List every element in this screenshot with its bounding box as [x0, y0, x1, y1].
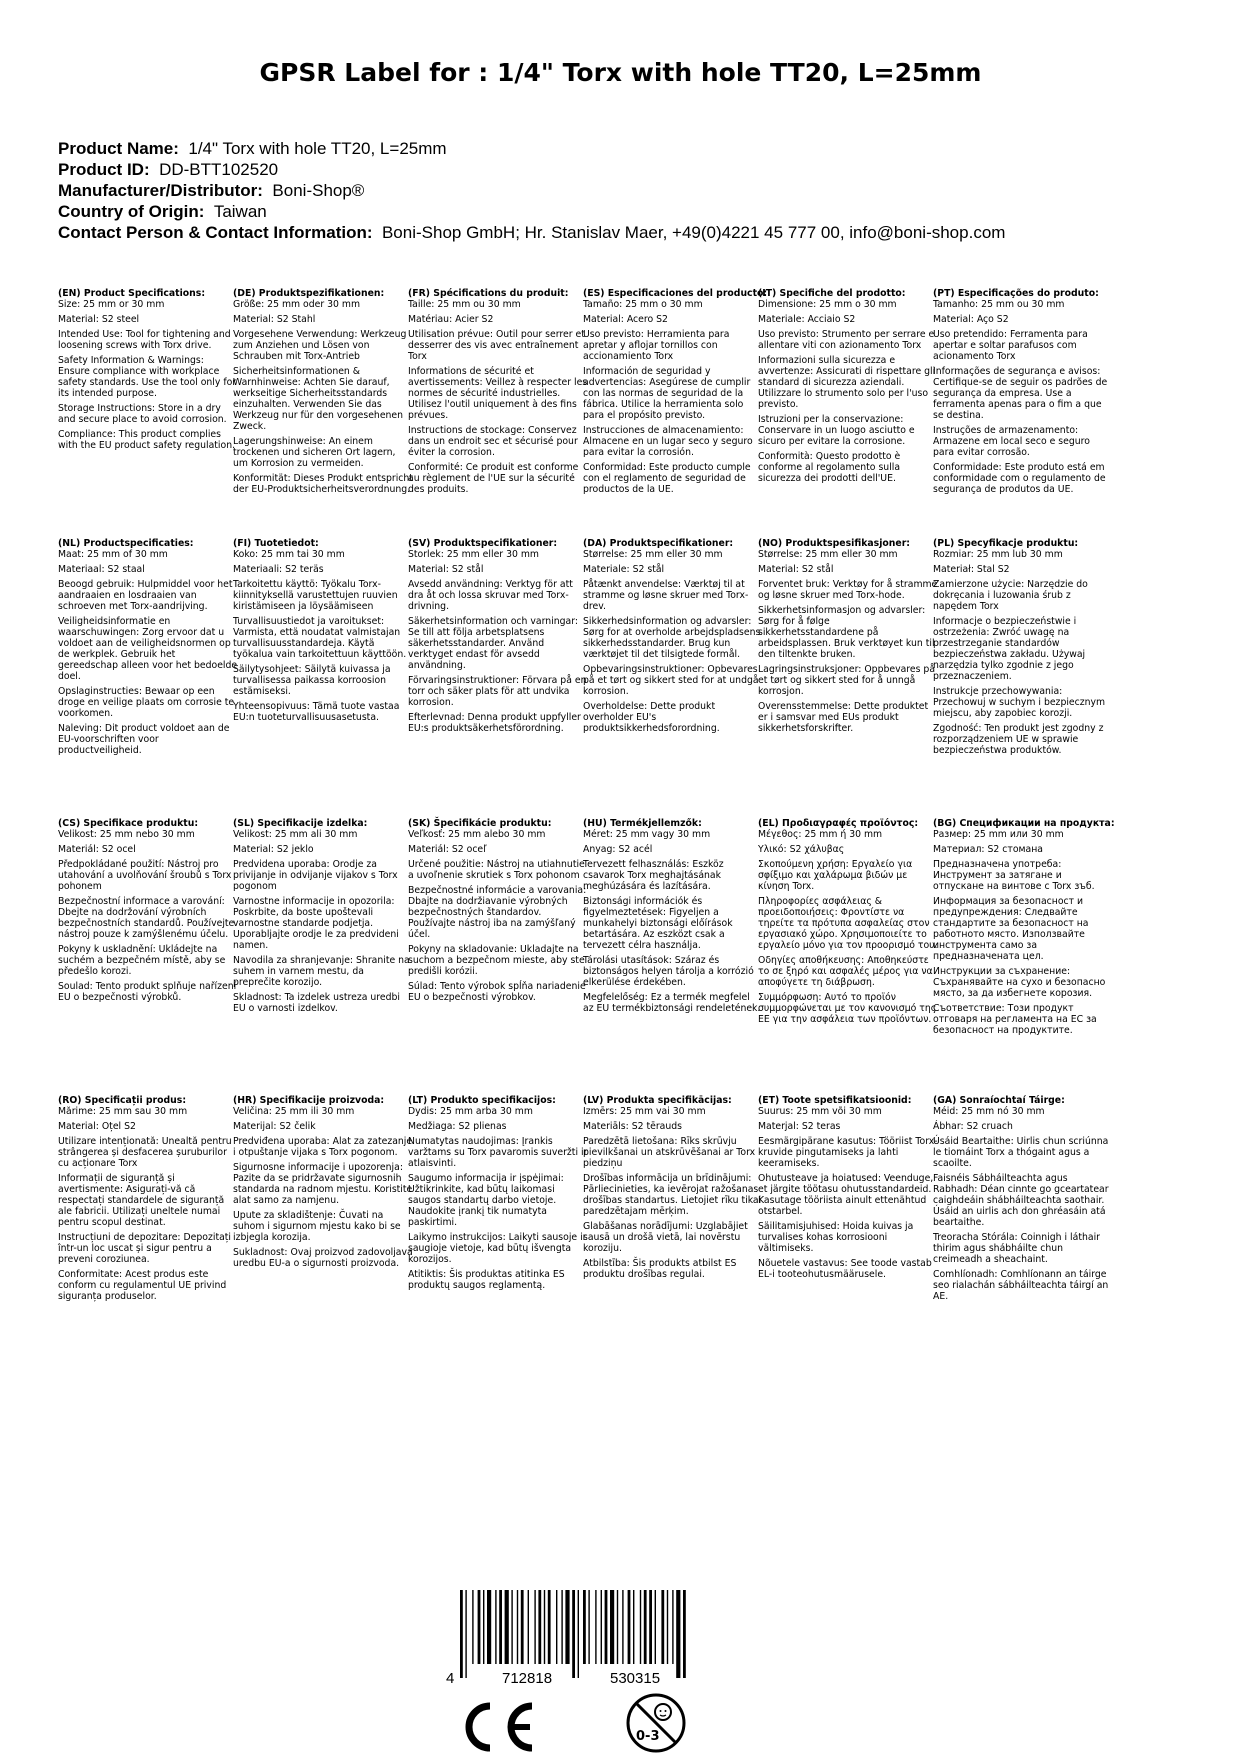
barcode-bar — [633, 1590, 634, 1664]
language-block — [583, 818, 763, 1018]
language-block-line: Saugumo informacija ir įspėjimai: Užtikrinkite, kad būtų laikomasi saugos standartų darbo vietoje. Naudokite įrankį tik numatyta paskirtimi. — [408, 1173, 564, 1228]
language-block-line: Opslaginstructies: Bewaar op een droge en veilige plaats om corrosie te voorkomen. — [58, 686, 235, 719]
language-block-line: Safety Information & Warnings: Ensure compliance with workplace safety standards. Use the tool only for its intended purpose. — [58, 355, 237, 399]
language-block — [408, 1095, 588, 1295]
language-block-header: (DA) Produktspecifikationer: — [583, 538, 734, 549]
language-block-header: (CS) Specifikace produktu: — [58, 818, 199, 829]
language-block-line: Pokyny k uskladnění: Ukládejte na suchém a bezpečném místě, aby se předešlo korozi. — [58, 944, 226, 977]
age-range-label: 0-3 — [636, 1729, 660, 1744]
language-block-header: (ET) Toote spetsifikatsioonid: — [758, 1095, 912, 1106]
product-info — [58, 138, 1208, 243]
language-block-line: Uso previsto: Strumento per serrare e allentare viti con azionamento Torx — [758, 329, 935, 351]
language-block-line: Υλικό: S2 χάλυβας — [758, 844, 845, 855]
language-block-line: Avsedd användning: Verktyg för att dra åt och lossa skruvar med Torx-drivning. — [408, 579, 573, 612]
barcode-bar — [644, 1590, 647, 1664]
product-info-value: 1/4" Torx with hole TT20, L=25mm — [188, 139, 447, 158]
product-info-value: DD-BTT102520 — [159, 160, 279, 179]
barcode-bar — [528, 1590, 529, 1664]
language-block-line: Informacje o bezpieczeństwie i ostrzeżenia: Zwróć uwagę na przestrzeganie standardów bezpieczeństwa zakładu. Używaj narzędzia tylko zgodnie z jego przeznaczeniem. — [933, 616, 1086, 682]
language-block-header: (DE) Produktspezifikationen: — [233, 288, 385, 299]
language-block-line: Veľkosť: 25 mm alebo 30 mm — [408, 829, 546, 840]
language-block-line: Paredzētā lietošana: Rīks skrūvju pievilkšanai un atskrūvēšanai ar Torx piedziņu — [583, 1136, 756, 1169]
language-block-line: Storlek: 25 mm eller 30 mm — [408, 549, 539, 560]
language-block-header: (EN) Product Specifications: — [58, 288, 206, 299]
language-block-line: Instruções de armazenamento: Armazene em local seco e seguro para evitar corrosão. — [933, 425, 1090, 458]
language-block-line: Laikymo instrukcijos: Laikyti sausoje ir saugioje vietoje, kad būtų išvengta korozijos. — [408, 1232, 587, 1265]
barcode-bar — [583, 1590, 586, 1664]
language-block-line: Información de seguridad y advertencias: Asegúrese de cumplir con las normas de seguridad de la fábrica. Utilice la herramienta solo para el propósito previsto. — [583, 366, 751, 421]
language-block-line: Μέγεθος: 25 mm ή 30 mm — [758, 829, 883, 840]
barcode-bar — [578, 1590, 579, 1678]
barcode-bar — [617, 1590, 618, 1664]
barcode-bar — [483, 1590, 484, 1664]
barcode-bar — [676, 1590, 680, 1678]
language-block-line: Méret: 25 mm vagy 30 mm — [583, 829, 711, 840]
language-block-line: Atitiktis: Šis produktas atitinka ES produktų saugos reglamentą. — [408, 1269, 565, 1291]
barcode-digits-right: 530315 — [610, 1670, 661, 1685]
language-block-line: Glabāšanas norādījumi: Uzglabājiet sausā un drošā vietā, lai novērstu koroziju. — [583, 1221, 748, 1254]
language-block-line: Biztonsági információk és figyelmeztetések: Figyeljen a munkahelyi biztonsági előírások betartására. Az eszközt csak a tervezett célra használja. — [583, 896, 733, 951]
product-info-label: Country of Origin: — [58, 202, 205, 221]
language-block-line: Material: Acero S2 — [583, 314, 668, 325]
language-block-line: Drošības informācija un brīdinājumi: Pārliecinieties, ka ievērojat ražošanas drošības standartus. Lietojiet rīku tikai paredzētajam mērķim. — [583, 1173, 762, 1217]
product-info-row — [58, 180, 1208, 201]
language-block-line: Veiligheidsinformatie en waarschuwingen: Zorg ervoor dat u voldoet aan de veiligheidsnormen op de werkplek. Gebruik het gereedschap alleen voor het bedoelde doel. — [58, 616, 238, 682]
language-block — [408, 288, 588, 499]
language-block-line: Sikkerhetsinformasjon og advarsler: Sørg for å følge sikkerhetsstandardene på arbeidsplassen. Bruk verktøyet kun til den tiltenkte bruken. — [758, 605, 935, 660]
language-block-line: Tarkoitettu käyttö: Työkalu Torx-kiinnityksellä varustettujen ruuvien kiristämiseen ja löysäämiseen — [233, 579, 398, 612]
language-block-line: Materiale: S2 stål — [583, 564, 665, 575]
page-title: GPSR Label for : 1/4" Torx with hole TT20, L=25mm — [259, 58, 982, 87]
language-block-line: Megfelelőség: Ez a termék megfelel az EU termékbiztonsági rendeletének. — [583, 992, 761, 1014]
language-block-header: (FR) Spécifications du produit: — [408, 288, 569, 299]
barcode-bar — [538, 1590, 541, 1664]
language-block-line: Materiał: Stal S2 — [933, 564, 1010, 575]
language-block-line: Intended Use: Tool for tightening and loosening screws with Torx drive. — [58, 329, 231, 351]
language-block-line: Size: 25 mm or 30 mm — [58, 299, 165, 310]
language-block-line: Pokyny na skladovanie: Ukladajte na suchom a bezpečnom mieste, aby ste predišli korózii. — [408, 944, 585, 977]
language-block-line: Material: S2 Stahl — [233, 314, 316, 325]
language-block-header: (SL) Specifikacije izdelka: — [233, 818, 368, 829]
language-block-line: Faisnéis Sábháilteachta agus Rabhadh: Déan cinnte go gceartatear caighdeáin shábháilteachta saothair. Úsáid an uirlis ach don ghréasáin atá beartaithe. — [933, 1173, 1109, 1228]
barcode-bar — [649, 1590, 652, 1664]
product-info-row — [58, 222, 1208, 243]
language-block-line: Σκοπούμενη χρήση: Εργαλείο για σφίξιμο και χαλάρωμα βιδών με κίνηση Torx. — [758, 859, 913, 892]
ean-barcode — [440, 1590, 740, 1685]
language-block-line: Størrelse: 25 mm eller 30 mm — [758, 549, 898, 560]
language-block-header: (NL) Productspecificaties: — [58, 538, 194, 549]
language-block-header: (EL) Προδιαγραφές προϊόντος: — [758, 818, 919, 829]
language-block-line: Overensstemmelse: Dette produktet er i samsvar med EUs produkt sikkerhetsforskrifter. — [758, 701, 929, 734]
ce-mark-icon — [450, 1700, 540, 1754]
language-block-line: Tervezett felhasználás: Eszköz csavarok Torx meghajtásának meghúzására és lazítására. — [583, 859, 724, 892]
barcode-bar — [683, 1590, 686, 1678]
language-block-line: Tárolási utasítások: Száraz és biztonságos helyen tárolja a korrózió elkerülése érdekében. — [583, 955, 754, 988]
product-info-row — [58, 159, 1208, 180]
language-block-line: Comhlíonadh: Comhlíonann an táirge seo rialachán sábháilteachta táirgí an AE. — [933, 1269, 1109, 1302]
barcode-bar — [565, 1590, 569, 1664]
barcode-bar — [548, 1590, 551, 1664]
language-block-line: Zgodność: Ten produkt jest zgodny z rozporządzeniem UE w sprawie bezpieczeństwa produktów. — [933, 723, 1104, 756]
language-block-line: Material: Aço S2 — [933, 314, 1009, 325]
language-block-line: Maat: 25 mm of 30 mm — [58, 549, 168, 560]
language-block — [583, 288, 768, 499]
language-block-line: Tamanho: 25 mm ou 30 mm — [933, 299, 1065, 310]
language-block-line: Sicherheitsinformationen & Warnhinweise: Achten Sie darauf, werkseitige Sicherheitsstandards einzuhalten. Verwenden Sie das Werkzeug nur für den vorgesehenen Zweck. — [233, 366, 404, 432]
language-block-line: Istruzioni per la conservazione: Conservare in un luogo asciutto e sicuro per evitare la corrosione. — [758, 414, 915, 447]
language-block-header: (LV) Produkta specifikācijas: — [583, 1095, 732, 1106]
language-block-line: Mărime: 25 mm sau 30 mm — [58, 1106, 188, 1117]
language-block-header: (GA) Sonraíochtaí Táirge: — [933, 1095, 1065, 1106]
language-block-header: (HU) Termékjellemzők: — [583, 818, 702, 829]
barcode-bar — [628, 1590, 631, 1664]
language-block — [58, 1095, 238, 1306]
product-info-label: Product Name: — [58, 139, 179, 158]
language-block-header: (FI) Tuotetiedot: — [233, 538, 319, 549]
barcode-bar — [655, 1590, 656, 1664]
language-block-line: Materjal: S2 teras — [758, 1121, 841, 1132]
language-block-header: (RO) Specificații produs: — [58, 1095, 187, 1106]
barcode-bar — [561, 1590, 562, 1664]
language-block-line: Overholdelse: Dette produkt overholder EU's produktsikkerhedsforordning. — [583, 701, 720, 734]
language-block-line: Ábhar: S2 cruach — [933, 1121, 1013, 1132]
language-block — [758, 818, 938, 1029]
language-block-line: Förvaringsinstruktioner: Förvara på en torr och säker plats för att undvika korrosion. — [408, 675, 587, 708]
language-block-line: Uso pretendido: Ferramenta para apertar e soltar parafusos com acionamento Torx — [933, 329, 1088, 362]
language-block-line: Izmērs: 25 mm vai 30 mm — [583, 1106, 706, 1117]
language-block — [408, 538, 588, 738]
language-block — [408, 818, 588, 1007]
language-block-line: Predvidena uporaba: Orodje za privijanje in odvijanje vijakov s Torx pogonom — [233, 859, 398, 892]
barcode-bar — [465, 1590, 466, 1678]
language-block-line: Размер: 25 mm или 30 mm — [933, 829, 1064, 840]
language-block-line: Zamierzone użycie: Narzędzie do dokręcania i luzowania śrub z napędem Torx — [933, 579, 1088, 612]
barcode-bar — [672, 1590, 673, 1664]
barcode-bar — [588, 1590, 589, 1664]
product-info-label: Product ID: — [58, 160, 150, 179]
language-block-line: Informations de sécurité et avertissements: Veillez à respecter les normes de sécurité industrielles. Utilisez l'outil uniquement à des fins prévues. — [408, 366, 588, 421]
barcode-bar — [487, 1590, 491, 1664]
not-for-children-0-3-icon — [625, 1692, 687, 1754]
barcode-bar — [499, 1590, 502, 1664]
language-block-header: (SV) Produktspecifikationer: — [408, 538, 558, 549]
language-block-line: Informazioni sulla sicurezza e avvertenze: Assicurati di rispettare gli standard di sicurezza aziendali. Utilizzare lo strumento solo per l'uso previsto. — [758, 355, 936, 410]
barcode-bar — [521, 1590, 524, 1664]
language-block-line: Utilizare intenționată: Unealtă pentru strângerea și desfacerea șuruburilor cu acționare Torx — [58, 1136, 232, 1169]
language-block-line: Atbilstība: Šis produkts atbilst ES produktu drošības regulai. — [583, 1258, 737, 1280]
language-block-line: Materiál: S2 ocel — [58, 844, 136, 855]
language-block-line: Säilytysohjeet: Säilytä kuivassa ja turvallisessa paikassa korroosion estämiseksi. — [233, 664, 391, 697]
language-block-line: Conformità: Questo prodotto è conforme al regolamento sulla sicurezza dei prodotti dell'UE. — [758, 451, 901, 484]
language-block-line: Velikost: 25 mm ali 30 mm — [233, 829, 358, 840]
language-block — [233, 288, 413, 499]
language-block-line: Информация за безопасност и предупреждения: Следвайте стандартите за безопасност на работното място. Използвайте инструмента само за предназначената цел. — [933, 896, 1089, 962]
language-block-line: Bezpečnostné informácie a varovania: Dbajte na dodržiavanie výrobných bezpečnostných štandardov. Používajte nástroj iba na zamýšľaný účel. — [408, 885, 587, 940]
barcode-bar — [667, 1590, 668, 1664]
language-block-header: (ES) Especificaciones del producto: — [583, 288, 768, 299]
language-block-header: (SK) Špecifikácie produktu: — [408, 818, 552, 829]
language-block-line: Forventet bruk: Verktøy for å stramme og løsne skruer med Torx-hode. — [758, 579, 938, 601]
language-block-line: Størrelse: 25 mm eller 30 mm — [583, 549, 723, 560]
language-block-header: (IT) Specifiche del prodotto: — [758, 288, 906, 299]
language-block-line: Sigurnosne informacije i upozorenja: Pazite da se pridržavate sigurnosnih standarda na radnom mjestu. Koristite alat samo za namjenu. — [233, 1162, 413, 1206]
language-block-line: Uso previsto: Herramienta para apretar y aflojar tornillos con accionamiento Torx — [583, 329, 730, 362]
language-block-line: Dydis: 25 mm arba 30 mm — [408, 1106, 533, 1117]
language-block — [933, 818, 1113, 1040]
language-block-line: Nõuetele vastavus: See toode vastab EL-i tooteohutusmäärusele. — [758, 1258, 932, 1280]
language-block-line: Materiaali: S2 teräs — [233, 564, 324, 575]
language-block-line: Materiale: Acciaio S2 — [758, 314, 856, 325]
language-block-line: Material: S2 jeklo — [233, 844, 314, 855]
language-block — [933, 288, 1113, 499]
product-info-value: Boni-Shop GmbH; Hr. Stanislav Maer, +49(0)4221 45 777 00, info@boni-shop.com — [381, 223, 1006, 242]
language-block-line: Anyag: S2 acél — [583, 844, 653, 855]
language-block-line: Naleving: Dit product voldoet aan de EU-voorschriften voor productveiligheid. — [58, 723, 230, 756]
language-block-line: Instrucțiuni de depozitare: Depozitați într-un loc uscat și sigur pentru a preveni coroziunea. — [58, 1232, 232, 1265]
language-block-line: Méid: 25 mm nó 30 mm — [933, 1106, 1045, 1117]
barcode-digits-left: 712818 — [502, 1670, 553, 1685]
language-block-line: Ohutusteave ja hoiatused: Veenduge, et järgite töötasu ohutusstandardeid. Kasutage tööriista ainult ettenähtud otstarbel. — [758, 1173, 934, 1217]
barcode-bar — [460, 1590, 463, 1678]
language-block-line: Bezpečnostní informace a varování: Dbejte na dodržování výrobních bezpečnostních standardů. Používejte nástroj pouze k zamýšlenému účelu. — [58, 896, 235, 940]
language-block-line: Určené použitie: Nástroj na utiahnutie a uvoľnenie skrutiek s Torx pohonom — [408, 859, 585, 881]
language-block-line: Material: S2 stål — [758, 564, 834, 575]
language-block-line: Skladnost: Ta izdelek ustreza uredbi EU o varnosti izdelkov. — [233, 992, 401, 1014]
language-block — [58, 288, 238, 455]
language-block-line: Materijal: S2 čelik — [233, 1121, 316, 1132]
language-block — [58, 538, 238, 760]
barcode-bar — [472, 1590, 473, 1664]
product-info-value: Boni-Shop® — [272, 181, 365, 200]
language-block-header: (PT) Especificações do produto: — [933, 288, 1099, 299]
language-block-line: Säkerhetsinformation och varningar: Se till att följa arbetsplatsens säkerhetsstandarder. Använd verktyget endast för avsedd användning. — [408, 616, 579, 671]
language-block-line: Sikkerhedsinformation og advarsler: Sørg for at overholde arbejdspladsens sikkerhedsstandarder. Brug kun værktøjet til det tilsigtede formål. — [583, 616, 761, 660]
language-block — [583, 1095, 763, 1284]
language-block-line: Πληροφορίες ασφάλειας & προειδοποιήσεις: Φροντίστε να τηρείτε τα πρότυπα ασφαλείας στον εργασιακό χώρο. Χρησιμοποιείτε το εργαλείο μόνο για τον προορισμό του. — [758, 896, 938, 951]
language-block-line: Instructions de stockage: Conservez dans un endroit sec et sécurisé pour éviter la corrosion. — [408, 425, 578, 458]
language-block-line: Informații de siguranță și avertismente: Asigurați-vă că respectați standardele de siguranță ale fabricii. Utilizați uneltele numai pentru scopul destinat. — [58, 1173, 225, 1228]
language-block-line: Úsáid Beartaithe: Uirlis chun scriúnna le tiomáint Torx a thógaint agus a scaoilte. — [933, 1136, 1109, 1169]
language-block-line: Předpokládané použití: Nástroj pro utahování a uvolňování šroubů s Torx pohonem — [58, 859, 232, 892]
language-block-line: Instrucciones de almacenamiento: Almacene en un lugar seco y seguro para evitar la corrosión. — [583, 425, 753, 458]
language-block-line: Informações de segurança e avisos: Certifique-se de seguir os padrões de segurança da empresa. Use a ferramenta apenas para o fim a que se destina. — [933, 366, 1108, 421]
language-block-line: Varnostne informacije in opozorila: Poskrbite, da boste upoštevali varnostne standarde podjetja. Uporabljajte orodje le za predvideni namen. — [233, 896, 399, 951]
barcode-bar — [495, 1590, 496, 1664]
product-info-value: Taiwan — [213, 202, 267, 221]
language-block — [233, 1095, 413, 1273]
language-block-line: Sukladnost: Ovaj proizvod zadovoljava uredbu EU-a o sigurnosti proizvoda. — [233, 1247, 413, 1269]
language-block-line: Инструкции за съхранение: Съхранявайте на сухо и безопасно място, за да избегнете корозия. — [933, 966, 1106, 999]
language-block-line: Opbevaringsinstruktioner: Opbevares på et tørt og sikkert sted for at undgå korrosion. — [583, 664, 759, 697]
barcode-bar — [595, 1590, 596, 1664]
language-block-line: Matériau: Acier S2 — [408, 314, 494, 325]
language-block-header: (BG) Спецификации на продукта: — [933, 818, 1115, 829]
language-block-line: Påtænkt anvendelse: Værktøj til at stramme og løsne skruer med Torx-drev. — [583, 579, 749, 612]
barcode-bar — [661, 1590, 664, 1664]
barcode-bar — [601, 1590, 602, 1664]
language-block-line: Materiāls: S2 tērauds — [583, 1121, 682, 1132]
barcode-bar — [505, 1590, 509, 1664]
language-block-line: Velikost: 25 mm nebo 30 mm — [58, 829, 195, 840]
barcode-bar — [534, 1590, 535, 1664]
language-block-line: Lagringsinstruksjoner: Oppbevares på et tørt og sikkert sted for å unngå korrosjon. — [758, 664, 936, 697]
language-block-line: Soulad: Tento produkt splňuje nařízení EU o bezpečnosti výrobků. — [58, 981, 237, 1003]
language-block-line: Súlad: Tento výrobok spĺňa nariadenie EU o bezpečnosti výrobkov. — [408, 981, 586, 1003]
language-block — [233, 538, 413, 727]
language-block-line: Lagerungshinweise: An einem trockenen und sicheren Ort lagern, um Korrosion zu vermeiden. — [233, 436, 396, 469]
language-block-line: Conformité: Ce produit est conforme au règlement de l'UE sur la sécurité des produits. — [408, 462, 579, 495]
language-block-header: (LT) Produkto specifikacijos: — [408, 1095, 556, 1106]
barcode-digit-first: 4 — [446, 1670, 455, 1685]
language-block-line: Materiaal: S2 staal — [58, 564, 145, 575]
language-block-line: Οδηγίες αποθήκευσης: Αποθηκεύστε το σε ξηρό και ασφαλές μέρος για να αποφύγετε τη διάβρωση. — [758, 955, 933, 988]
language-block-line: Dimensione: 25 mm o 30 mm — [758, 299, 897, 310]
language-block-line: Veličina: 25 mm ili 30 mm — [233, 1106, 355, 1117]
barcode-bar — [622, 1590, 623, 1664]
language-block-header: (HR) Specifikacije proizvoda: — [233, 1095, 385, 1106]
language-block-line: Predviđena uporaba: Alat za zatezanje i otpuštanje vijaka s Torx pogonom. — [233, 1136, 413, 1158]
language-block — [233, 818, 413, 1018]
language-block-line: Turvallisuustiedot ja varoitukset: Varmista, että noudatat valmistajan turvallisuusstandardeja. Käytä työkalua vain tarkoitettuun käyttöön. — [233, 616, 407, 660]
language-block — [758, 538, 938, 738]
product-info-label: Contact Person & Contact Information: — [58, 223, 373, 242]
language-block-line: Suurus: 25 mm või 30 mm — [758, 1106, 882, 1117]
language-block-line: Rozmiar: 25 mm lub 30 mm — [933, 549, 1063, 560]
barcode-bar — [544, 1590, 545, 1664]
language-block-line: Conformidad: Este producto cumple con el reglamento de seguridad de productos de la UE. — [583, 462, 751, 495]
language-block-line: Съответствие: Този продукт отговаря на регламента на ЕС за безопасност на продуктите. — [933, 1003, 1097, 1036]
language-block-line: Treoracha Stórála: Coinnigh i láthair thirim agus shábháilte chun creimeadh a sheachaint. — [933, 1232, 1100, 1265]
language-block-line: Koko: 25 mm tai 30 mm — [233, 549, 345, 560]
language-block — [758, 1095, 938, 1284]
language-block-line: Предназначена употреба: Инструмент за затягане и отпускане на винтове с Torx зъб. — [933, 859, 1095, 892]
language-block-line: Beoogd gebruik: Hulpmiddel voor het aandraaien en losdraaien van schroeven met Torx-aandrijving. — [58, 579, 233, 612]
language-block-line: Medžiaga: S2 plienas — [408, 1121, 507, 1132]
language-block-line: Συμμόρφωση: Αυτό το προϊόν συμμορφώνεται με τον κανονισμό της ΕΕ για την ασφάλεια των προϊόντων. — [758, 992, 937, 1025]
language-block-line: Storage Instructions: Store in a dry and secure place to avoid corrosion. — [58, 403, 227, 425]
barcode-bar — [640, 1590, 641, 1664]
language-block-line: Konformität: Dieses Produkt entspricht der EU-Produktsicherheitsverordnung. — [233, 473, 413, 495]
language-block-line: Материал: S2 стомана — [933, 844, 1043, 855]
language-block — [583, 538, 763, 738]
language-block — [933, 538, 1113, 760]
language-block-line: Eesmärgipärane kasutus: Tööriist Torx-kruvide pingutamiseks ja lahti keeramiseks. — [758, 1136, 938, 1169]
language-block-line: Conformidade: Este produto está em conformidade com o regulamento de segurança de produtos da UE. — [933, 462, 1106, 495]
barcode-bar — [572, 1590, 575, 1678]
language-block-line: Instrukcje przechowywania: Przechowuj w suchym i bezpiecznym miejscu, aby zapobiec korozji. — [933, 686, 1106, 719]
barcode-bar — [478, 1590, 481, 1664]
language-block-line: Säilitamisjuhised: Hoida kuivas ja turvalises kohas korrosiooni vältimiseks. — [758, 1221, 914, 1254]
language-block-line: Upute za skladištenje: Čuvati na suhom i sigurnom mjestu kako bi se izbjegla korozija. — [233, 1210, 401, 1243]
language-block-line: Material: Oțel S2 — [58, 1121, 136, 1132]
barcode-bar — [517, 1590, 518, 1664]
barcode-bar — [605, 1590, 608, 1664]
language-block-line: Utilisation prévue: Outil pour serrer et desserrer des vis avec entraînement Torx — [408, 329, 585, 362]
language-block — [933, 1095, 1113, 1306]
barcode-bar — [556, 1590, 557, 1664]
language-block-line: Conformitate: Acest produs este conform cu regulamentul UE privind siguranța produselor. — [58, 1269, 227, 1302]
language-block-header: (NO) Produktspesifikasjoner: — [758, 538, 911, 549]
language-block-line: Numatytas naudojimas: Įrankis varžtams su Torx pavaromis suveržti ir atlaisvinti. — [408, 1136, 588, 1169]
barcode-bar — [610, 1590, 614, 1664]
language-block-line: Material: S2 steel — [58, 314, 140, 325]
language-block-header: (PL) Specyfikacje produktu: — [933, 538, 1079, 549]
language-block — [758, 288, 938, 488]
language-block-line: Efterlevnad: Denna produkt uppfyller EU:s produktsäkerhetsförordning. — [408, 712, 581, 734]
language-block-line: Compliance: This product complies with the EU product safety regulation. — [58, 429, 236, 451]
product-info-row — [58, 201, 1208, 222]
language-block-line: Taille: 25 mm ou 30 mm — [408, 299, 521, 310]
barcode-bar — [511, 1590, 512, 1664]
language-block-line: Vorgesehene Verwendung: Werkzeug zum Anziehen und Lösen von Schrauben mit Torx-Antrieb — [233, 329, 407, 362]
language-block — [58, 818, 238, 1007]
product-info-label: Manufacturer/Distributor: — [58, 181, 263, 200]
language-block-line: Material: S2 stål — [408, 564, 484, 575]
language-block-line: Navodila za shranjevanje: Shranite na suhem in varnem mestu, da preprečite korozijo. — [233, 955, 410, 988]
barcode-bars — [460, 1590, 686, 1678]
product-info-row — [58, 138, 1208, 159]
language-block-line: Yhteensopivuus: Tämä tuote vastaa EU:n tuoteturvallisuusasetusta. — [233, 701, 400, 723]
language-block-line: Größe: 25 mm oder 30 mm — [233, 299, 361, 310]
language-block-line: Tamaño: 25 mm o 30 mm — [583, 299, 703, 310]
language-block-line: Materiál: S2 oceľ — [408, 844, 487, 855]
